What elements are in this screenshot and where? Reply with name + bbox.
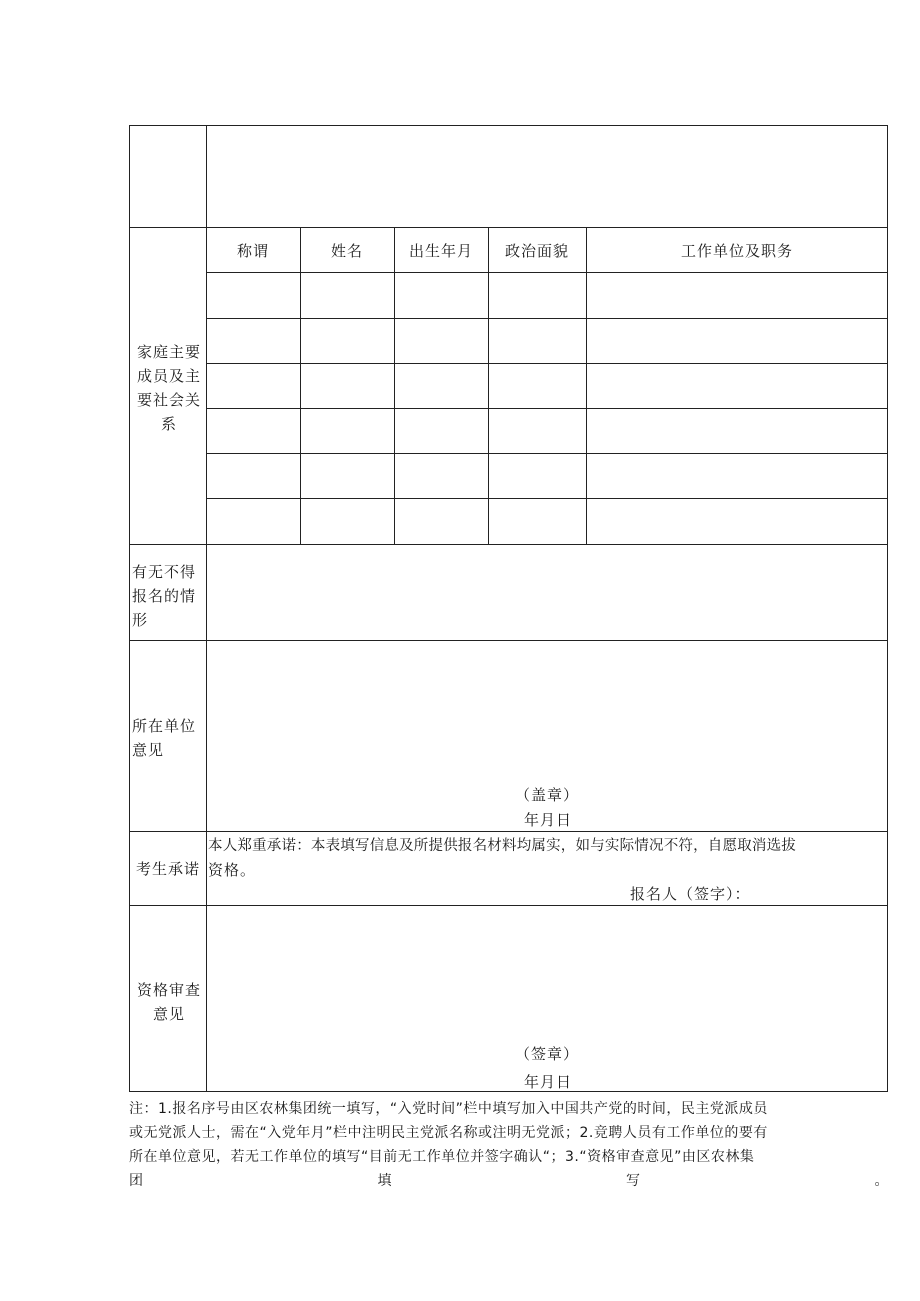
label-line: 报名的情	[132, 587, 197, 605]
label-line: 意见	[152, 1005, 185, 1023]
header-birth-date: 出生年月	[408, 242, 473, 260]
row-divider	[129, 905, 888, 906]
footnote	[129, 1097, 889, 1193]
label-line: 资格审查	[136, 981, 201, 999]
pledge-label: 考生承诺	[136, 860, 201, 878]
header-workplace-position: 工作单位及职务	[680, 242, 793, 260]
family-row	[206, 499, 888, 544]
note-line: 或无党派人士，需在“入党年月”栏中注明民主党派名称或注明无党派；2.竞聘人员有工作单位的要有	[129, 1125, 768, 1141]
label-line: 所在单位	[132, 717, 197, 735]
label-line: 要社会关	[136, 391, 201, 409]
disqualify-field[interactable]	[207, 545, 887, 639]
pledge-text-line2: 资格。	[208, 861, 257, 879]
review-date: 年月日	[524, 1073, 573, 1091]
family-row	[206, 364, 888, 408]
label-line: 意见	[132, 741, 165, 759]
header-relation: 称谓	[236, 242, 269, 260]
family-section-label	[135, 340, 203, 436]
header-name: 姓名	[330, 242, 363, 260]
note-line: 注：1.报名序号由区农林集团统一填写，“入党时间”栏中填写加入中国共产党的时间，民主党派成员	[129, 1101, 768, 1117]
note-word: 写	[626, 1173, 641, 1189]
review-stamp: （签章）	[515, 1045, 580, 1063]
note-line-justified	[129, 1169, 889, 1193]
review-label	[135, 978, 203, 1026]
pledge-text-line1: 本人郑重承诺：本表填写信息及所提供报名材料均属实，如与实际情况不符，自愿取消选拔	[208, 838, 796, 854]
label-line: 有无不得	[132, 563, 197, 581]
note-word: 团	[129, 1173, 144, 1189]
unit-stamp: （盖章）	[515, 786, 580, 804]
pledge-signature[interactable]: 报名人（签字）：	[630, 885, 751, 903]
family-row	[206, 454, 888, 498]
label-line: 家庭主要	[136, 343, 201, 361]
row-divider	[129, 640, 888, 641]
label-line: 形	[132, 611, 149, 629]
row-divider	[129, 227, 888, 228]
family-row	[206, 273, 888, 318]
note-word: 填	[377, 1173, 392, 1189]
note-word: 。	[874, 1173, 889, 1189]
unit-date: 年月日	[524, 811, 573, 829]
label-line: 成员及主	[136, 367, 201, 385]
disqualify-label	[132, 560, 196, 632]
row-divider	[129, 831, 888, 832]
note-line: 所在单位意见，若无工作单位的填写“目前无工作单位并签字确认“；3.“资格审查意见”由区农林集	[129, 1149, 755, 1165]
family-row	[206, 409, 888, 453]
unit-opinion-label	[132, 714, 196, 762]
family-row	[206, 319, 888, 363]
header-political-status: 政治面貌	[504, 242, 569, 260]
label-line: 系	[160, 415, 177, 433]
